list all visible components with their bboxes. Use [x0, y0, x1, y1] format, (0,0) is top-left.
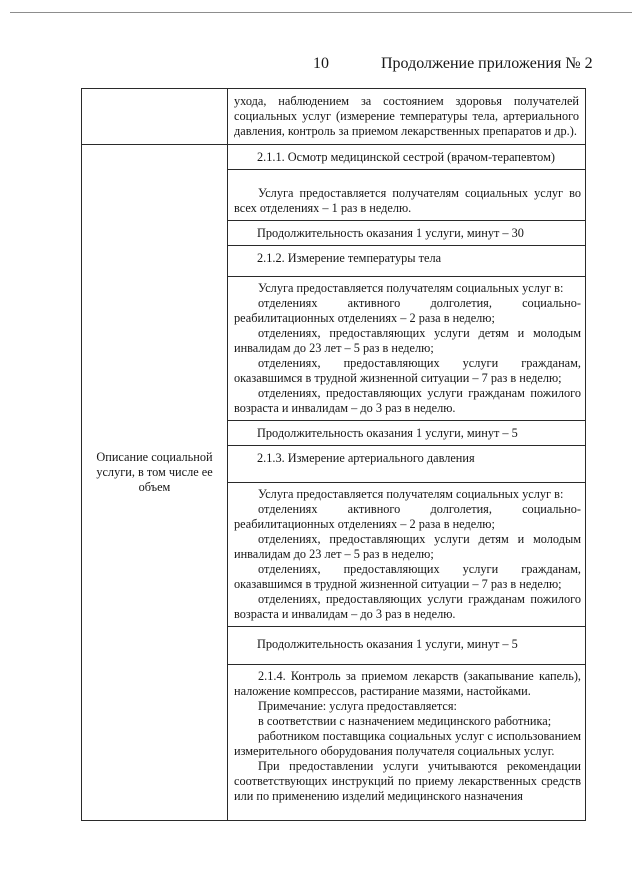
- section-2-1-2-item: отделениях, предоставляющих услуги гражданам пожилого возраста и инвалидам – до 3 раз в неделю.: [234, 385, 581, 415]
- empty-label-cell: [82, 89, 228, 145]
- section-2-1-3-body: [228, 483, 585, 627]
- page-top-rule: [10, 12, 632, 13]
- section-2-1-3-duration: Продолжительность оказания 1 услуги, минут – 5: [228, 627, 585, 665]
- section-2-1-2-item: отделениях активного долголетия, социально-реабилитационных отделениях – 2 раза в неделю;: [234, 295, 581, 325]
- section-2-1-2-item: отделениях, предоставляющих услуги детям и молодым инвалидам до 23 лет – 5 раз в неделю;: [234, 325, 581, 355]
- section-2-1-3-item: отделениях активного долголетия, социально-реабилитационных отделениях – 2 раза в неделю;: [234, 501, 581, 531]
- section-2-1-4-item: При предоставлении услуги учитываются рекомендации соответствующих инструкций по приему лекарственных средств или по применению изделий медицинского назначения: [234, 758, 581, 803]
- continuation-cell: [228, 89, 586, 145]
- section-2-1-2-body: [228, 277, 585, 421]
- description-label: Описание социальной услуги, в том числе ее объем: [96, 449, 213, 494]
- section-2-1-1-duration: Продолжительность оказания 1 услуги, минут – 30: [228, 221, 585, 246]
- section-2-1-2-item: отделениях, предоставляющих услуги гражданам, оказавшимся в трудной жизненной ситуации – 7 раз в неделю;: [234, 355, 581, 385]
- section-2-1-2-title: 2.1.2. Измерение температуры тела: [228, 246, 585, 277]
- section-2-1-3-item: отделениях, предоставляющих услуги гражданам пожилого возраста и инвалидам – до 3 раз в неделю.: [234, 591, 581, 621]
- section-2-1-4-item: в соответствии с назначением медицинского работника;: [258, 713, 552, 728]
- table-row: [82, 144, 586, 820]
- page-number: 10: [313, 55, 329, 72]
- section-2-1-2-intro: Услуга предоставляется получателям социальных услуг в:: [258, 280, 564, 295]
- section-2-1-3-title: 2.1.3. Измерение артериального давления: [228, 446, 585, 483]
- section-2-1-1-text: Услуга предоставляется получателям социальных услуг во всех отделениях – 1 раз в неделю.: [228, 170, 585, 221]
- table-row: [82, 89, 586, 145]
- section-2-1-1-title: 2.1.1. Осмотр медицинской сестрой (врачом-терапевтом): [228, 145, 585, 170]
- section-2-1-2-duration: Продолжительность оказания 1 услуги, минут – 5: [228, 421, 585, 446]
- service-table: [81, 88, 586, 821]
- section-2-1-4-title: 2.1.4. Контроль за приемом лекарств (закапывание капель), наложение компрессов, растирание мазями, настойками.: [234, 668, 581, 698]
- description-label-cell: [82, 144, 228, 820]
- section-2-1-3-item: отделениях, предоставляющих услуги гражданам, оказавшимся в трудной жизненной ситуации – 7 раз в неделю;: [234, 561, 581, 591]
- section-2-1-3-item: отделениях, предоставляющих услуги детям и молодым инвалидам до 23 лет – 5 раз в неделю;: [234, 531, 581, 561]
- section-2-1-4-body: [228, 665, 585, 808]
- section-2-1-3-intro: Услуга предоставляется получателям социальных услуг в:: [258, 486, 564, 501]
- section-2-1-4-item: работником поставщика социальных услуг с использованием измерительного оборудования получателя социальных услуг.: [234, 728, 581, 758]
- section-2-1-4-note: Примечание: услуга предоставляется:: [258, 698, 457, 713]
- description-content-cell: [228, 144, 586, 820]
- continuation-text: ухода, наблюдением за состоянием здоровья получателей социальных услуг (измерение температуры тела, артериального давления, контроль за приемом лекарственных препаратов и др.).: [234, 94, 579, 138]
- appendix-caption: Продолжение приложения № 2: [381, 55, 593, 72]
